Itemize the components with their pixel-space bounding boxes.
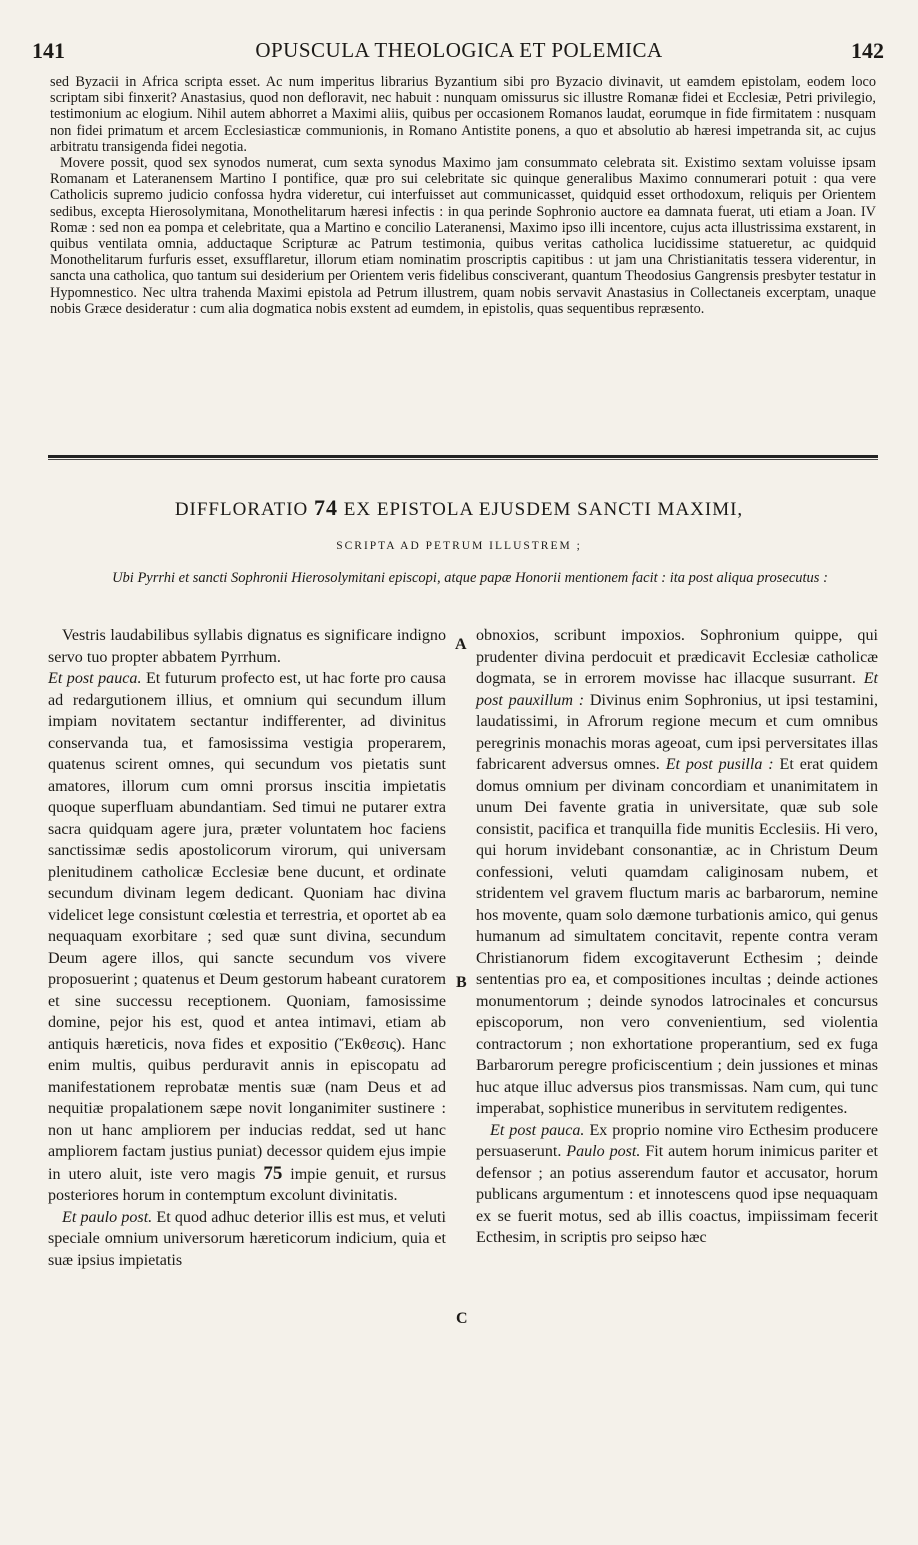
section-rule [48, 455, 878, 458]
right-italic-2: Et post pusilla : [665, 756, 774, 773]
right-paragraph-1 [476, 625, 878, 1120]
heading-number: 74 [314, 495, 339, 520]
right-column [476, 625, 878, 1249]
right-paragraph-2 [476, 1120, 878, 1249]
margin-letter-c: C [456, 1310, 468, 1327]
right-text-2b: Fit autem horum inimicus pariter et defensor ; an potius asserendum fautor et accusator, horum publicans argumentum : et innotescens quod ipse nequaquam ex se fuerit motus, sed ab illis coactus, impiissimam fecerit Ecthesim, in scriptis pro seipso hæc [476, 1143, 878, 1246]
left-paragraph-2 [48, 1207, 446, 1272]
left-text-2: Et quod adhuc deterior illis est mus, et veluti speciale omnium universorum hæreticorum indicium, quia et suæ ipsius impietatis [48, 1208, 446, 1269]
introductory-note [50, 74, 876, 317]
page-number-right: 142 [851, 38, 884, 63]
margin-number-75: 75 [263, 1162, 283, 1184]
left-text-1: Vestris laudabilibus syllabis dignatus es significare indigno servo tuo propter abbatem Pyrrhum. [48, 627, 446, 666]
right-text-1: obnoxios, scribunt impoxios. Sophronium quippe, qui prudenter divina perdocuit et prædicavit Ecclesiæ catholicæ dogmata, se in errorem movisse hac illacque susurrant. [476, 627, 878, 687]
heading-suffix: EX EPISTOLA EJUSDEM SANCTI MAXIMI, [343, 499, 744, 520]
right-italic-4: Paulo post. [566, 1143, 641, 1160]
note-paragraph-1: sed Byzacii in Africa scripta esset. Ac num imperitus librarius Byzantium sibi pro Byzacio divinavit, ut eamdem epistolam, eodem loco scriptam sibi finxerit? Anastasius, quod non defloravit, nec habuit : nunquam omissurus sic illustre Romanæ fidei et Ecclesiæ, Petri privilegio, testimonium ac elogium. Nihil autem abhorret a Maximi aliis, quibus per occasionem Romanos laudat, eorumque in fide firmitatem : nusquam non fidei primatum et arcem Ecclesiasticæ communionis, in Romano Antistite ponens, a quo et absolutio ab hæresi impetranda sit, ac cujus arbitratu transigenda fidei negotia. [50, 74, 876, 155]
page-number-left: 141 [32, 38, 65, 63]
margin-letter-a: A [455, 636, 467, 653]
right-italic-3: Et post pauca. [490, 1121, 585, 1139]
section-heading [0, 495, 918, 521]
running-title: OPUSCULA THEOLOGICA ET POLEMICA [255, 38, 663, 62]
right-text-1b: Divinus enim Sophronius, ut ipsi testamini, laudatissimi, in Afrorum regione mecum et cum omnibus peregrinis monachis moras ageoat, cum ipsi perversitates illas fabricarent adversus omnes. [476, 691, 878, 773]
note-paragraph-2: Movere possit, quod sex synodos numerat, cum sexta synodus Maximo jam consummato celebrata sit. Existimo sextam voluisse ipsam Romanam et Lateranensem Martino I pontifice, quæ pro sui celebritate sic quinque generalibus Maximo connumerari potuit : qua vere Catholicis supremo judicio confossa hydra videretur, cui interfuisset aut communicasset, quidquid esset orthodoxum, reliquis per Orientem sedibus, excepta Hierosolymitana, Monothelitarum hæresi infectis : in qua perinde Sophronio auctore ea damnata fuerat, uti etiam a Joan. IV Romæ : sed non ea pompa et celebritate, qua a Martino e concilio Lateranensi, Maximo ipso illi incentore, cujus acta illustrissima exstarent, in quibus ventilata omnia, adductaque Scripturæ ac Patrum testimonia, quibus veritas catholica lucidissime statueretur, ac quidquid Monothelitarum furfuris esset, exsufflaretur, illorum etiam nominatim proscriptis capitibus : ut jam una Christianitatis tessera viderentur, in sancta una catholica, quo tantum sui desiderium per Orientem veris fidelibus consciverant, quantum Theodosius Gangrensis presbyter testatur in Hypomnestico. Nec ultra trahenda Maximi epistola ad Petrum illustrem, quam nobis servavit Anastasius in Collectaneis excerptam, unaque nobis Græce desideratur : cum alia dogmatica nobis exstent ad eumdem, in epistolis, quas sequentibus repræsento. [50, 155, 876, 317]
left-text-1b: Et futurum profecto est, ut hac forte pro causa ad redargutionem illius, et omnium qui secundum illum impiam novitatem sectantur indifferenter, ad divinitus conservanda tua, et famosissima vestigia properarem, quatenus scirent omnes, qui secundum vos pietatis sunt amatores, illorum cum omni prorsus inscitia impietatis quoque superfluam abundantiam. Sed timui ne putarer extra sacra quidquam agere jura, præter voluntatem hoc faciens sanctissimæ sedis apostolicorum virorum, qui universam plenitudinem catholicæ Ecclesiæ bene ducunt, et ordinate secundum divinam legem dedicant. Quoniam hac divina videlicet lege consistunt cœlestia et terrestria, et oportet ab ea nequaquam exorbitare ; sed quæ sunt divina, secundum Deum agere illos, qui sancte secundum vos vivere proposuerint ; quatenus et Deum gestorum habeant curatorem et sine successu receptionem. Quoniam, famosissime domine, pejor his est, quod et antea intimavi, etiam ab antiquis hæreticis, nova fides et expositio (Ἔκθεσις). Hanc enim multis, quibus perduravit annis in episcopatu ad manifestationem reprobatæ mentis suæ (nam Deus et ad nequitiæ propalationem sæpe novit longanimiter sustinere : non ut hanc ampliorem per inducias reddat, sed ut hanc ampliorem factam justius puniat) decessor quidem ejus impie in utero aluit, iste vero magis [48, 670, 446, 1183]
left-italic-1: Et post pauca. [48, 670, 142, 687]
heading-prefix: DIFFLORATIO [174, 499, 309, 520]
left-paragraph-1 [48, 625, 446, 668]
right-text-1c: Et erat quidem domus omnium per divinam concordiam et unanimitatem in unum Dei favente gratia in universitate, quæ sub sole consistit, pacifica et tranquilla fide munitis Ecclesiis. Hi vero, qui horum invidebant consonantiæ, ac in Christum Deum confessioni, veluti quamdam caliginosam nubem, et stridentem vel gravem fluctum maris ac barbarorum, nemine hos movente, quam solo dæmone turbationis amico, qui genus humanum ad simultatem concitavit, repente contra veram Christianorum fidem excogitaverunt Ecthesim ; deinde sententias pro ea, et compositiones incultas ; deinde actiones monumentorum ; deinde synodos latrocinales et concursus episcoporum, non vero convenientium, sed violentia contractorum ; non exhortatione properantium, sed ex fuga Barbarorum peregre proficiscentium ; dein jussiones et minas huc atque illuc adversus pios transmissas. Nam cum, qui tunc imperabat, sophistice muneribus in servitutem redigentes. [476, 756, 878, 1117]
section-intro: Ubi Pyrrhi et sancti Sophronii Hierosolymitani episcopi, atque papæ Honorii mentionem facit : ita post aliqua prosecutus : [112, 570, 828, 586]
right-text-2: Ex proprio nomine viro Ecthesim producere persuaserunt. [476, 1121, 879, 1160]
left-paragraph-1b [48, 668, 446, 1207]
section-subheading: SCRIPTA AD PETRUM ILLUSTREM ; [336, 540, 582, 552]
left-column [48, 625, 446, 1271]
section-rule-thin [48, 459, 878, 460]
left-text-1c: impie genuit, et rursus posteriores horum in contemptum excolunt divinitatis. [48, 1165, 446, 1204]
left-italic-2: Et paulo post. [62, 1208, 153, 1226]
right-italic-1: Et post pauxillum : [476, 670, 878, 709]
margin-letter-b: B [456, 974, 467, 991]
